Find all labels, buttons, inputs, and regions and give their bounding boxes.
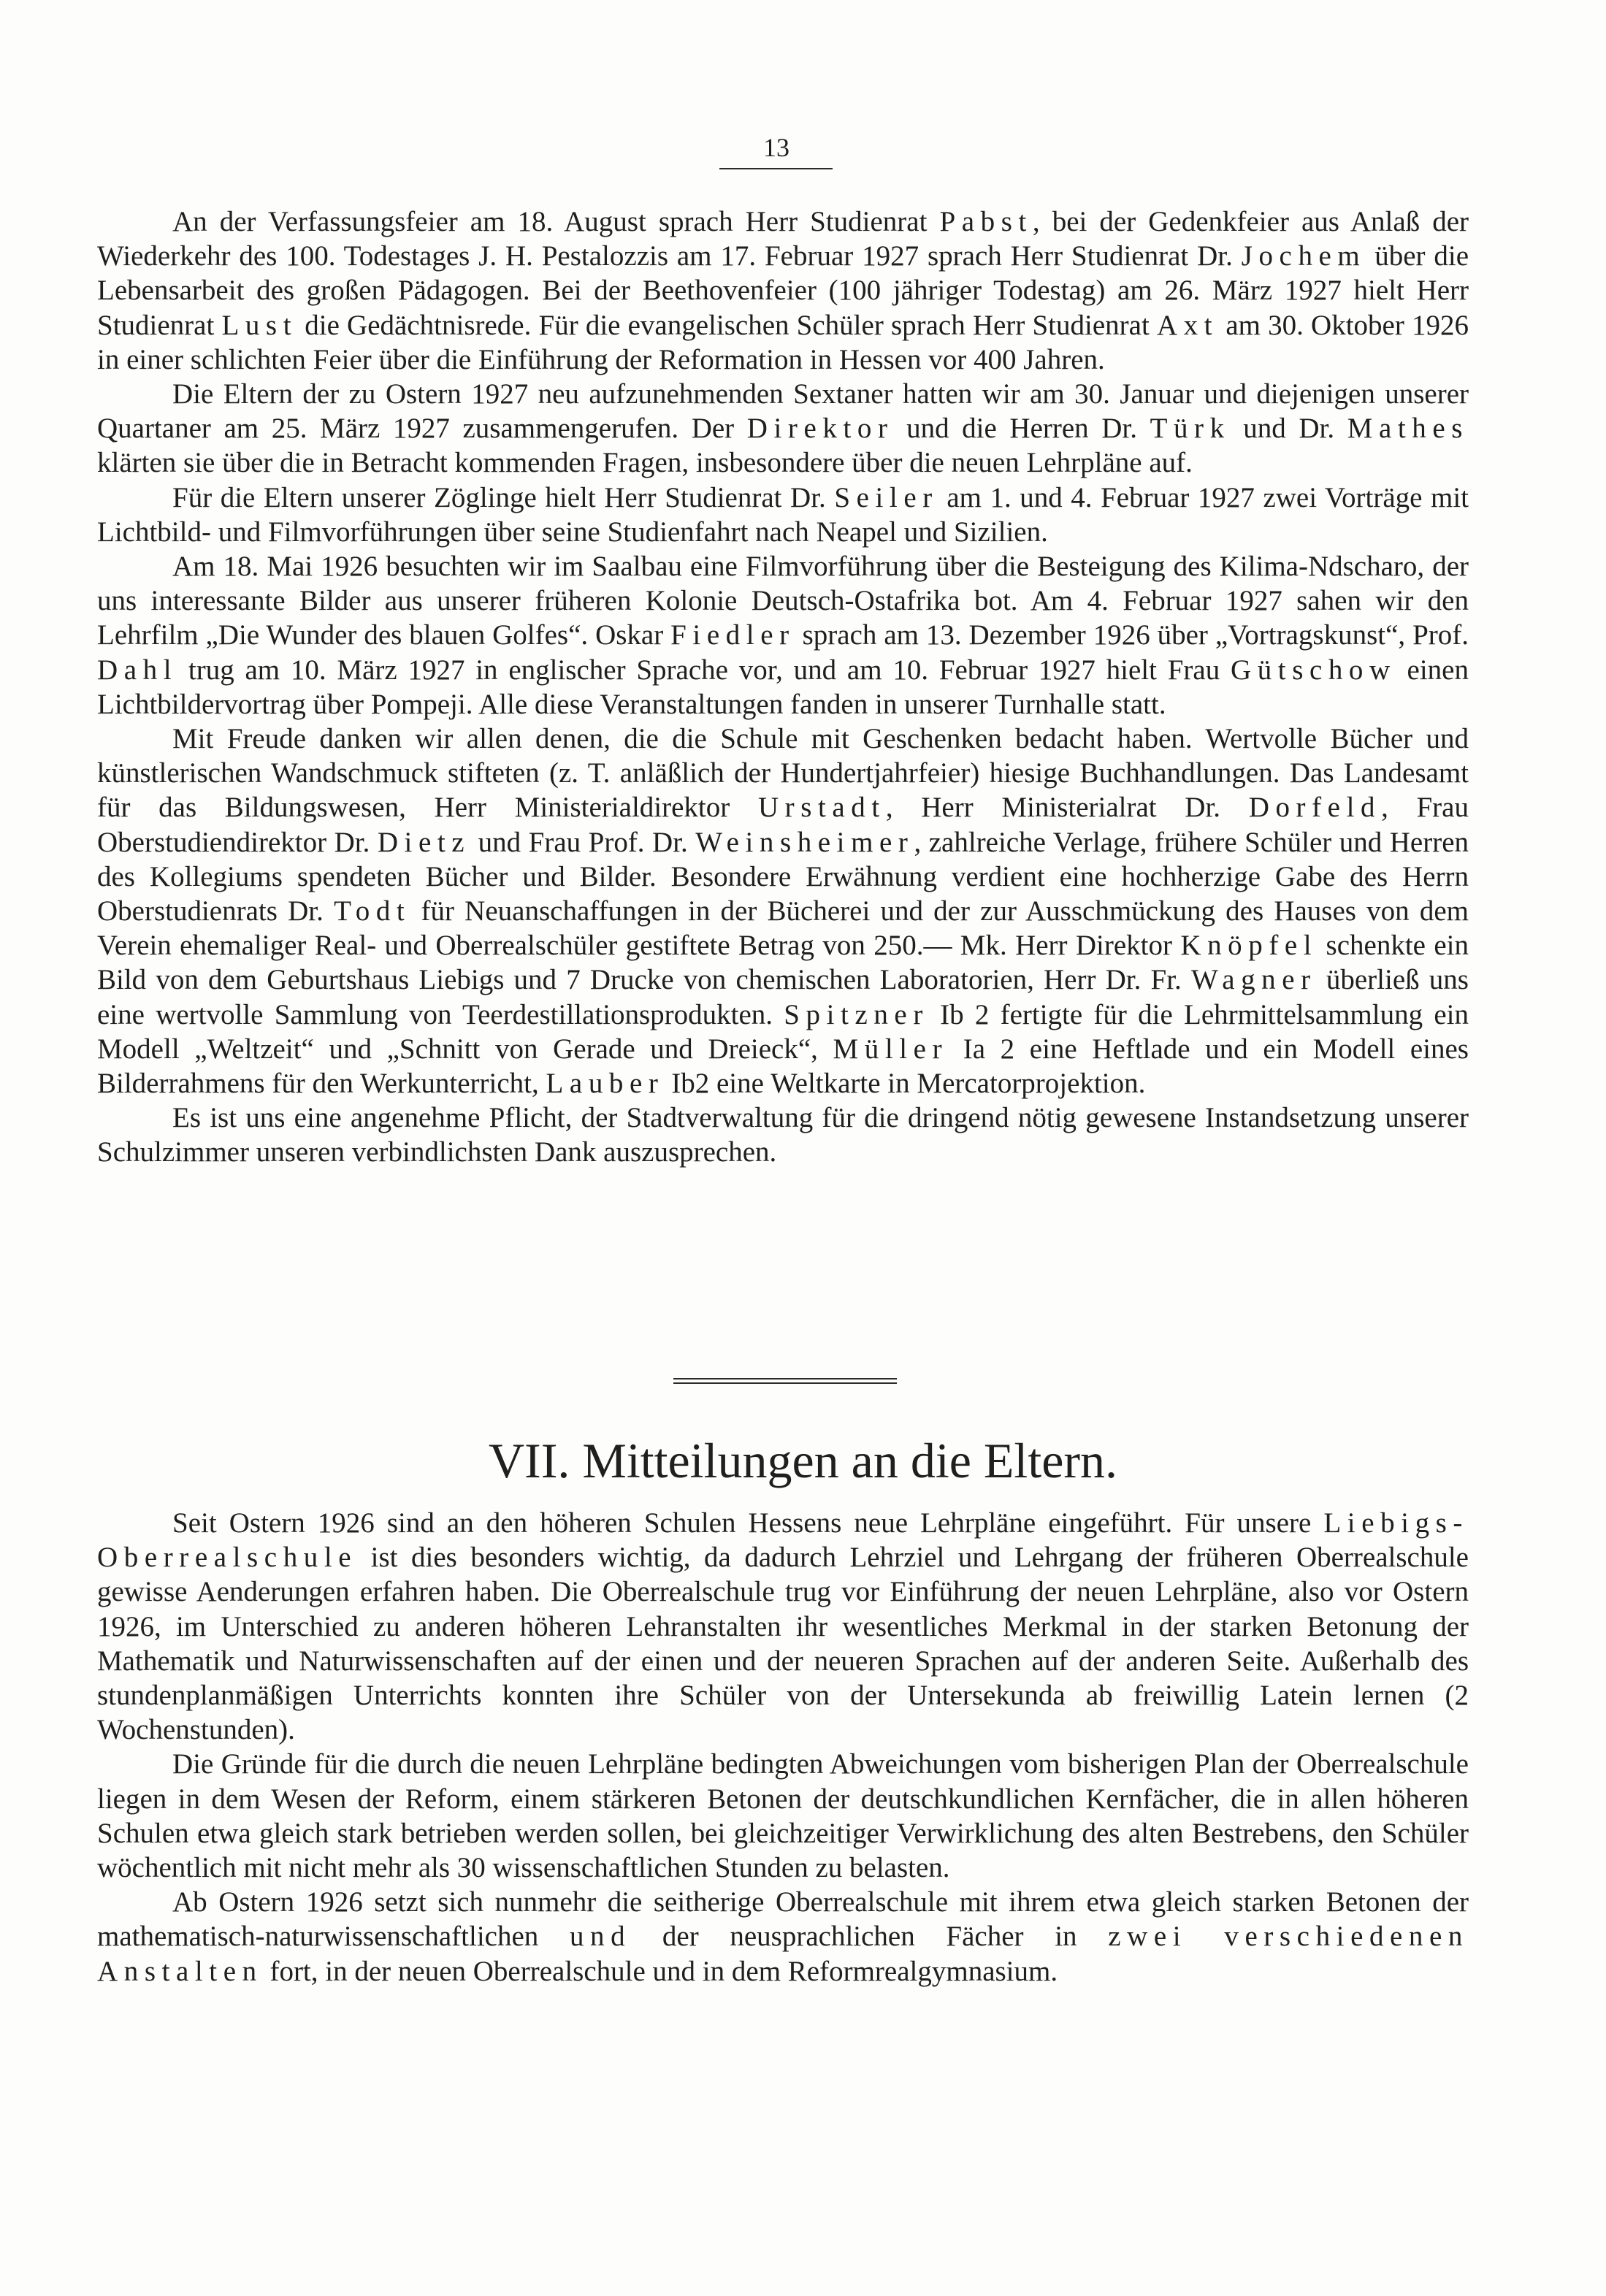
text-run: am 30. Oktober 1926 in einer schlichten Feier über die Einführung der Reformation in Hessen vor 400 Jahren. bbox=[97, 309, 1469, 375]
spaced-name: Urstadt bbox=[757, 792, 886, 824]
text-run: An der Verfassungsfeier am 18. August sprach Herr Studienrat bbox=[172, 206, 940, 237]
text-run: trug am 10. März 1927 in englischer Sprache vor, und am 10. Februar 1927 hielt Frau bbox=[177, 654, 1231, 686]
text-run: Ib2 eine Weltkarte in Mercatorprojektion. bbox=[664, 1068, 1146, 1100]
spaced-name: Spitzner bbox=[784, 998, 929, 1030]
spaced-name: Wagner bbox=[1190, 964, 1317, 996]
text-run: , Herr Ministerialrat Dr. bbox=[885, 792, 1249, 824]
text-run: einen Lichtbildervortrag über Pompeji. Alle diese Veranstaltungen fanden in unserer Turnhalle statt. bbox=[97, 654, 1469, 720]
spaced-name: Dahl bbox=[97, 654, 178, 686]
spaced-name: Lauber bbox=[546, 1068, 665, 1100]
text-run: überließ uns eine wertvolle Sammlung von Teerdestillationsprodukten. bbox=[97, 964, 1469, 1030]
text-run: Mit Freude danken wir allen denen, die die Schule mit Geschenken bedacht haben. Wertvolle Bücher und künstlerischen Wandschmuck stifteten (z. T. anläßlich der Hundertjahrfeier) hiesige Buchhandlungen. Das Landesamt für das Bildungswesen, Herr Ministerialdirektor bbox=[97, 723, 1469, 824]
text-run: Ia 2 eine Heftlade und ein Modell eines Bilderrahmens für den Werkunterricht, bbox=[97, 1033, 1469, 1100]
section-heading: VII. Mitteilungen an die Eltern. bbox=[488, 1433, 1118, 1488]
text-run: die Gedächtnisrede. Für die evangelischen Schüler sprach Herr Studienrat bbox=[297, 309, 1157, 341]
section-divider-line bbox=[673, 1378, 897, 1379]
text-run: für Neuanschaffungen in der Bücherei und der zur Ausschmückung des Hauses von dem Verein ehemaliger Real- und Oberrealschüler gestiftete Betrag von 250.— Mk. Herr Direktor bbox=[97, 895, 1469, 962]
spaced-name: Müller bbox=[833, 1033, 949, 1065]
spaced-name: und bbox=[569, 1921, 632, 1953]
paragraph bbox=[97, 722, 1469, 1101]
text-run: , Frau Oberstudiendirektor Dr. bbox=[97, 792, 1469, 858]
text-run: ist dies besonders wichtig, da dadurch Lehrziel und Lehrgang der früheren Oberrealschule gewisse Aenderungen erfahren haben. Die Oberrealschule trug vor Einführung der neuen Lehrpläne, also vor Ostern 1926, im Unterschied zu anderen höheren Lehranstalten ihr wesentliches Merkmal in der starken Betonung der Mathematik und Naturwissenschaften auf der einen und der neueren Sprachen auf der anderen Seite. Außerhalb des stundenplanmäßigen Unterrichts konnten ihre Schüler von der Untersekunda ab freiwillig Latein lernen (2 Wochenstunden). bbox=[97, 1542, 1469, 1746]
spaced-name: Gütschow bbox=[1230, 654, 1396, 686]
paragraph bbox=[97, 1885, 1469, 1989]
page-number: 13 bbox=[763, 133, 789, 162]
spaced-name: Liebigs-Oberrealschule bbox=[97, 1507, 1469, 1574]
text-run: Für die Eltern unserer Zöglinge hielt Herr Studienrat Dr. bbox=[172, 481, 835, 513]
text-run: Die Eltern der zu Ostern 1927 neu aufzunehmenden Sextaner hatten wir am 30. Januar und diejenigen unserer Quartaner am 25. März 1927 zusammengerufen. Der bbox=[97, 378, 1469, 445]
text-run: klärten sie über die in Betracht kommenden Fragen, insbesondere über die neuen Lehrpläne auf. bbox=[97, 447, 1193, 479]
spaced-name: zwei verschiedenen Anstalten bbox=[97, 1921, 1469, 1987]
paragraph bbox=[97, 1747, 1469, 1885]
spaced-name: Axt bbox=[1156, 309, 1219, 341]
paragraph bbox=[97, 1101, 1469, 1169]
text-run: am 1. und 4. Februar 1927 zwei Vorträge mit Lichtbild- und Filmvorführungen über seine Studienfahrt nach Neapel und Sizilien. bbox=[97, 481, 1469, 548]
text-run: Die Gründe für die durch die neuen Lehrpläne bedingten Abweichungen vom bisherigen Plan der Oberrealschule liegen in dem Wesen der Reform, einem stärkeren Betonen der deutschkundlichen Kernfächer, die in allen höheren Schulen etwa gleich stark betrieben werden sollen, bei gleichzeitiger Verwirklichung des alten Bestrebens, den Schüler wöchentlich mit nicht mehr als 30 wissenschaftlichen Stunden zu belasten. bbox=[97, 1748, 1469, 1884]
spaced-name: Mathes bbox=[1347, 413, 1469, 445]
spaced-name: Todt bbox=[334, 895, 411, 927]
paragraph bbox=[97, 1506, 1469, 1747]
text-run: Seit Ostern 1926 sind an den höheren Schulen Hessens neue Lehrpläne eingeführt. Für unsere bbox=[172, 1507, 1324, 1539]
spaced-name: Lust bbox=[221, 309, 298, 341]
paragraph bbox=[97, 481, 1469, 549]
text-run: und Frau Prof. Dr. bbox=[470, 826, 696, 858]
spaced-name: Dorfeld bbox=[1248, 792, 1382, 824]
text-run: über die Lebensarbeit des großen Pädagogen. Bei der Beethovenfeier (100 jähriger Todestag) am 26. März 1927 hielt Herr Studienrat bbox=[97, 240, 1469, 341]
spaced-name: Jochem bbox=[1241, 240, 1366, 272]
text-run: Ib 2 fertigte für die Lehrmittelsammlung ein Modell „Weltzeit“ und „Schnitt von Gerade und Dreieck“, bbox=[97, 998, 1469, 1065]
spaced-name: Fiedler bbox=[670, 619, 795, 651]
text-run: , zahlreiche Verlage, frühere Schüler und Herren des Kollegiums spendeten Bücher und Bilder. Besondere Erwähnung verdient eine hochherzige Gabe des Herrn Oberstudienrats Dr. bbox=[97, 826, 1469, 927]
text-run: , bei der Gedenkfeier aus Anlaß der Wiederkehr des 100. Todestages J. H. Pestalozzis am 17. Februar 1927 sprach Herr Studienrat Dr. bbox=[97, 206, 1469, 272]
spaced-name: Dietz bbox=[377, 826, 471, 858]
spaced-name: Knöpfel bbox=[1180, 930, 1318, 962]
text-run: schenkte ein Bild von dem Geburtshaus Liebigs und 7 Drucke von chemischen Laboratorien, Herr Dr. Fr. bbox=[97, 930, 1469, 996]
spaced-name: Weinsheimer bbox=[695, 826, 914, 858]
text-run: fort, in der neuen Oberrealschule und in dem Reformrealgymnasium. bbox=[262, 1955, 1058, 1987]
spaced-name: Direktor bbox=[746, 413, 894, 445]
spaced-name: Türk bbox=[1150, 413, 1231, 445]
section-divider-line bbox=[673, 1382, 897, 1384]
text-run: Am 18. Mai 1926 besuchten wir im Saalbau eine Filmvorführung über die Besteigung des Kilima-Ndscharo, der uns interessante Bilder aus unserer früheren Kolonie Deutsch-Ostafrika bot. Am 4. Februar 1927 sahen wir den Lehrfilm „Die Wunder des blauen Golfes“. Oskar bbox=[97, 551, 1469, 651]
paragraph bbox=[97, 549, 1469, 722]
spaced-name: Seiler bbox=[834, 481, 938, 513]
text-run: und Dr. bbox=[1230, 413, 1347, 445]
paragraph bbox=[97, 204, 1469, 377]
section-parents-text bbox=[97, 1506, 1469, 1989]
text-run: sprach am 13. Dezember 1926 über „Vortragskunst“, Prof. bbox=[795, 619, 1469, 651]
page-number-rule bbox=[719, 168, 833, 169]
text-run: Ab Ostern 1926 setzt sich nunmehr die seitherige Oberrealschule mit ihrem etwa gleich starken Betonen der mathematisch-naturwissenschaftlichen bbox=[97, 1886, 1469, 1953]
text-run: der neusprachlichen Fächer in bbox=[631, 1921, 1109, 1953]
paragraph bbox=[97, 377, 1469, 481]
text-run: Es ist uns eine angenehme Pflicht, der Stadtverwaltung für die dringend nötig gewesene Instandsetzung unserer Schulzimmer unseren verbindlichsten Dank auszusprechen. bbox=[97, 1102, 1469, 1168]
text-run: und die Herren Dr. bbox=[893, 413, 1150, 445]
spaced-name: Pabst bbox=[939, 206, 1033, 237]
section-events-text bbox=[97, 204, 1469, 1170]
